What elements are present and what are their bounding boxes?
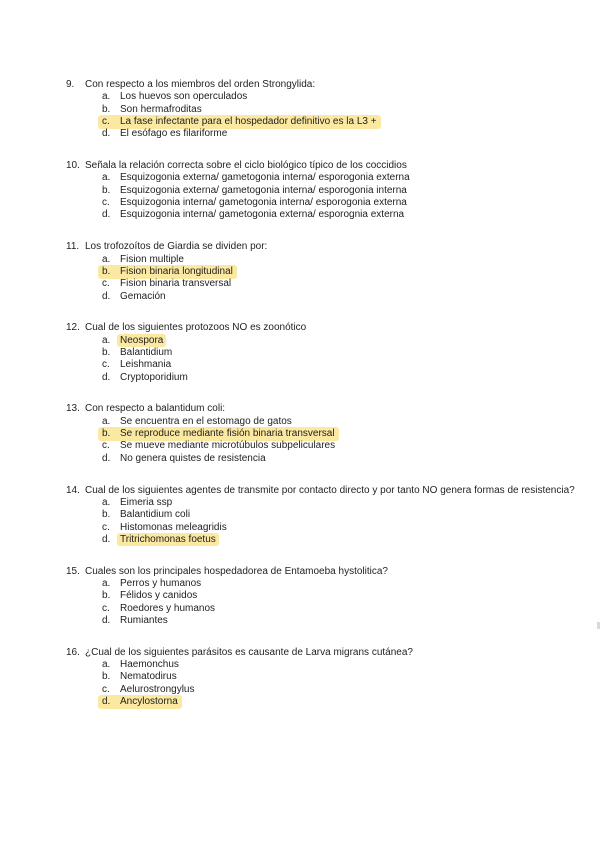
- option-row: [102, 128, 590, 140]
- option-letter: a.: [102, 172, 111, 184]
- option-text: Eimeria ssp: [120, 496, 173, 508]
- option-letter: a.: [102, 91, 111, 103]
- option-letter: b.: [102, 428, 111, 440]
- option: [102, 347, 172, 359]
- question-number: 10.: [66, 160, 80, 172]
- option-row: [102, 590, 590, 602]
- question-header: [66, 241, 590, 253]
- option-text: Se reproduce mediante fisión binaria transversal: [120, 428, 335, 440]
- option-letter: b.: [102, 184, 111, 196]
- option: [102, 278, 231, 290]
- option-text: Roedores y humanos: [120, 602, 216, 614]
- question-number: 15.: [66, 565, 80, 577]
- option-text: Se mueve mediante microtúbulos subpeliculares: [120, 440, 336, 452]
- option-row: [102, 347, 590, 359]
- question-number: 13.: [66, 403, 80, 415]
- option-letter: b.: [102, 671, 111, 683]
- option-letter: b.: [102, 265, 111, 277]
- question-header: [66, 322, 590, 334]
- option-row: [102, 497, 590, 509]
- option-text: Neospora: [117, 334, 166, 347]
- option-highlighted-answer: [98, 695, 182, 709]
- question-number: 16.: [66, 646, 80, 658]
- option: [102, 185, 407, 197]
- question-item: [66, 403, 590, 465]
- question-number: 14.: [66, 484, 80, 496]
- option: [102, 209, 404, 221]
- option-letter: d.: [102, 290, 111, 302]
- question-text: Cuales son los principales hospedadorea de Entamoeba hystolitica?: [85, 565, 388, 577]
- option-letter: a.: [102, 496, 111, 508]
- option-letter: c.: [102, 683, 110, 695]
- option-text: Se encuentra en el estomago de gatos: [120, 415, 292, 427]
- option-letter: d.: [102, 209, 111, 221]
- option-text: No genera quistes de resistencia: [120, 452, 266, 464]
- option-row: [102, 671, 590, 683]
- option-letter: c.: [102, 359, 110, 371]
- option-row: [102, 453, 590, 465]
- option-highlighted-answer: [98, 265, 237, 279]
- option-row: [102, 335, 590, 347]
- question-header: [66, 79, 590, 91]
- option-text: Félidos y canidos: [120, 590, 198, 602]
- option-letter: d.: [102, 128, 111, 140]
- option-letter: d.: [102, 615, 111, 627]
- option-text: Esquizogonia interna/ gametogonia externa/ esporognia externa: [120, 209, 405, 221]
- option-letter: b.: [102, 347, 111, 359]
- option-letter: c.: [102, 440, 110, 452]
- option-text: Esquizogonia externa/ gametogonia interna/ esporogonia interna: [120, 184, 407, 196]
- option: [102, 128, 227, 140]
- option-text: Perros y humanos: [120, 578, 202, 589]
- option-text: Son hermafroditas: [120, 103, 202, 115]
- option: [102, 172, 410, 184]
- option: [102, 197, 407, 209]
- option: [102, 497, 172, 509]
- question-text: Cual de los siguientes protozoos NO es zoonótico: [85, 322, 307, 334]
- option-letter: c.: [102, 521, 110, 533]
- option: [102, 671, 177, 683]
- question-number: 9.: [66, 79, 75, 90]
- option-highlighted-answer: [102, 335, 163, 347]
- option-row: [102, 428, 590, 440]
- option: [102, 91, 247, 103]
- question-text: Con respecto a los miembros del orden Strongylida:: [85, 79, 316, 90]
- option-text: El esófago es filariforme: [120, 128, 228, 140]
- option-row: [102, 509, 590, 521]
- question-text: Los trofozoítos de Giardia se dividen por:: [85, 241, 268, 253]
- question-number: 11.: [66, 241, 80, 253]
- option-row: [102, 534, 590, 546]
- option-highlighted-answer: [102, 534, 216, 546]
- option-letter: c.: [102, 602, 110, 614]
- question-text: ¿Cual de los siguientes parásitos es causante de Larva migrans cutánea?: [85, 646, 413, 658]
- option-letter: c.: [102, 278, 110, 290]
- option-letter: a.: [102, 659, 111, 671]
- option-letter: a.: [102, 578, 111, 589]
- option-text: Los huevos son operculados: [120, 91, 248, 103]
- option-row: [102, 603, 590, 615]
- option: [102, 509, 190, 521]
- option-text: Haemonchus: [120, 659, 179, 671]
- option-row: [102, 209, 590, 221]
- option-letter: b.: [102, 590, 111, 602]
- question-header: [66, 160, 590, 172]
- option: [102, 590, 197, 602]
- question-item: [66, 322, 590, 384]
- question-number: 12.: [66, 322, 80, 334]
- question-item: [66, 79, 590, 141]
- option-text: Leishmania: [120, 359, 172, 371]
- option-text: Gemación: [120, 290, 166, 302]
- option-letter: a.: [102, 334, 111, 346]
- option: [102, 578, 201, 590]
- option-row: [102, 91, 590, 103]
- question-text: Cual de los siguientes agentes de transmite por contacto directo y por tanto NO genera formas de resistencia?: [85, 484, 575, 496]
- option-letter: a.: [102, 253, 111, 265]
- option-text: Fision binaria transversal: [120, 278, 232, 290]
- option-letter: c.: [102, 197, 110, 209]
- option: [102, 659, 179, 671]
- option-letter: c.: [102, 116, 110, 128]
- option-text: La fase infectante para el hospedador definitivo es la L3 +: [120, 116, 377, 128]
- option-text: Cryptoporidium: [120, 371, 188, 383]
- option-text: Ancylostorna: [120, 696, 178, 708]
- option-letter: d.: [102, 696, 111, 708]
- question-header: [66, 566, 590, 578]
- option-row: [102, 197, 590, 209]
- option-text: Aelurostrongylus: [120, 683, 195, 695]
- option-row: [102, 116, 590, 128]
- option-text: Balantidium: [120, 347, 173, 359]
- question-item: [66, 160, 590, 222]
- option: [102, 372, 188, 384]
- option-highlighted-answer: [98, 115, 381, 129]
- option-letter: a.: [102, 415, 111, 427]
- option-row: [102, 291, 590, 303]
- option-text: Tritrichomonas foetus: [117, 533, 219, 546]
- option-text: Fision multiple: [120, 253, 184, 265]
- option-row: [102, 278, 590, 290]
- option-row: [102, 372, 590, 384]
- option-letter: d.: [102, 533, 111, 545]
- option-row: [102, 578, 590, 590]
- option-row: [102, 440, 590, 452]
- option-row: [102, 659, 590, 671]
- option-text: Esquizogonia externa/ gametogonia interna/ esporogonia externa: [120, 172, 410, 184]
- option-text: Fision binaria longitudinal: [120, 265, 233, 277]
- option-highlighted-answer: [98, 427, 339, 441]
- option-row: [102, 359, 590, 371]
- question-item: [66, 566, 590, 628]
- question-header: [66, 485, 590, 497]
- question-item: [66, 485, 590, 547]
- question-list: [66, 79, 590, 728]
- question-text: Con respecto a balantidum coli:: [85, 403, 226, 415]
- option-row: [102, 266, 590, 278]
- option-letter: d.: [102, 452, 111, 464]
- option-text: Nematodirus: [120, 671, 177, 683]
- option: [102, 453, 266, 465]
- question-header: [66, 403, 590, 415]
- option: [102, 291, 166, 303]
- option-text: Histomonas meleagridis: [120, 521, 227, 533]
- question-header: [66, 647, 590, 659]
- question-text: Señala la relación correcta sobre el ciclo biológico típico de los coccidios: [85, 160, 407, 172]
- option: [102, 359, 171, 371]
- option-text: Esquizogonia interna/ gametogonia interna/ esporogonia externa: [120, 197, 407, 209]
- option-row: [102, 185, 590, 197]
- option: [102, 603, 215, 615]
- option-row: [102, 615, 590, 627]
- option-text: Rumiantes: [120, 615, 168, 627]
- option-row: [102, 696, 590, 708]
- option: [102, 615, 168, 627]
- option-letter: b.: [102, 509, 111, 521]
- option-letter: b.: [102, 103, 111, 115]
- option-text: Balantidium coli: [120, 509, 191, 521]
- question-item: [66, 241, 590, 303]
- option-letter: d.: [102, 371, 111, 383]
- option-row: [102, 172, 590, 184]
- option: [102, 440, 335, 452]
- question-item: [66, 647, 590, 709]
